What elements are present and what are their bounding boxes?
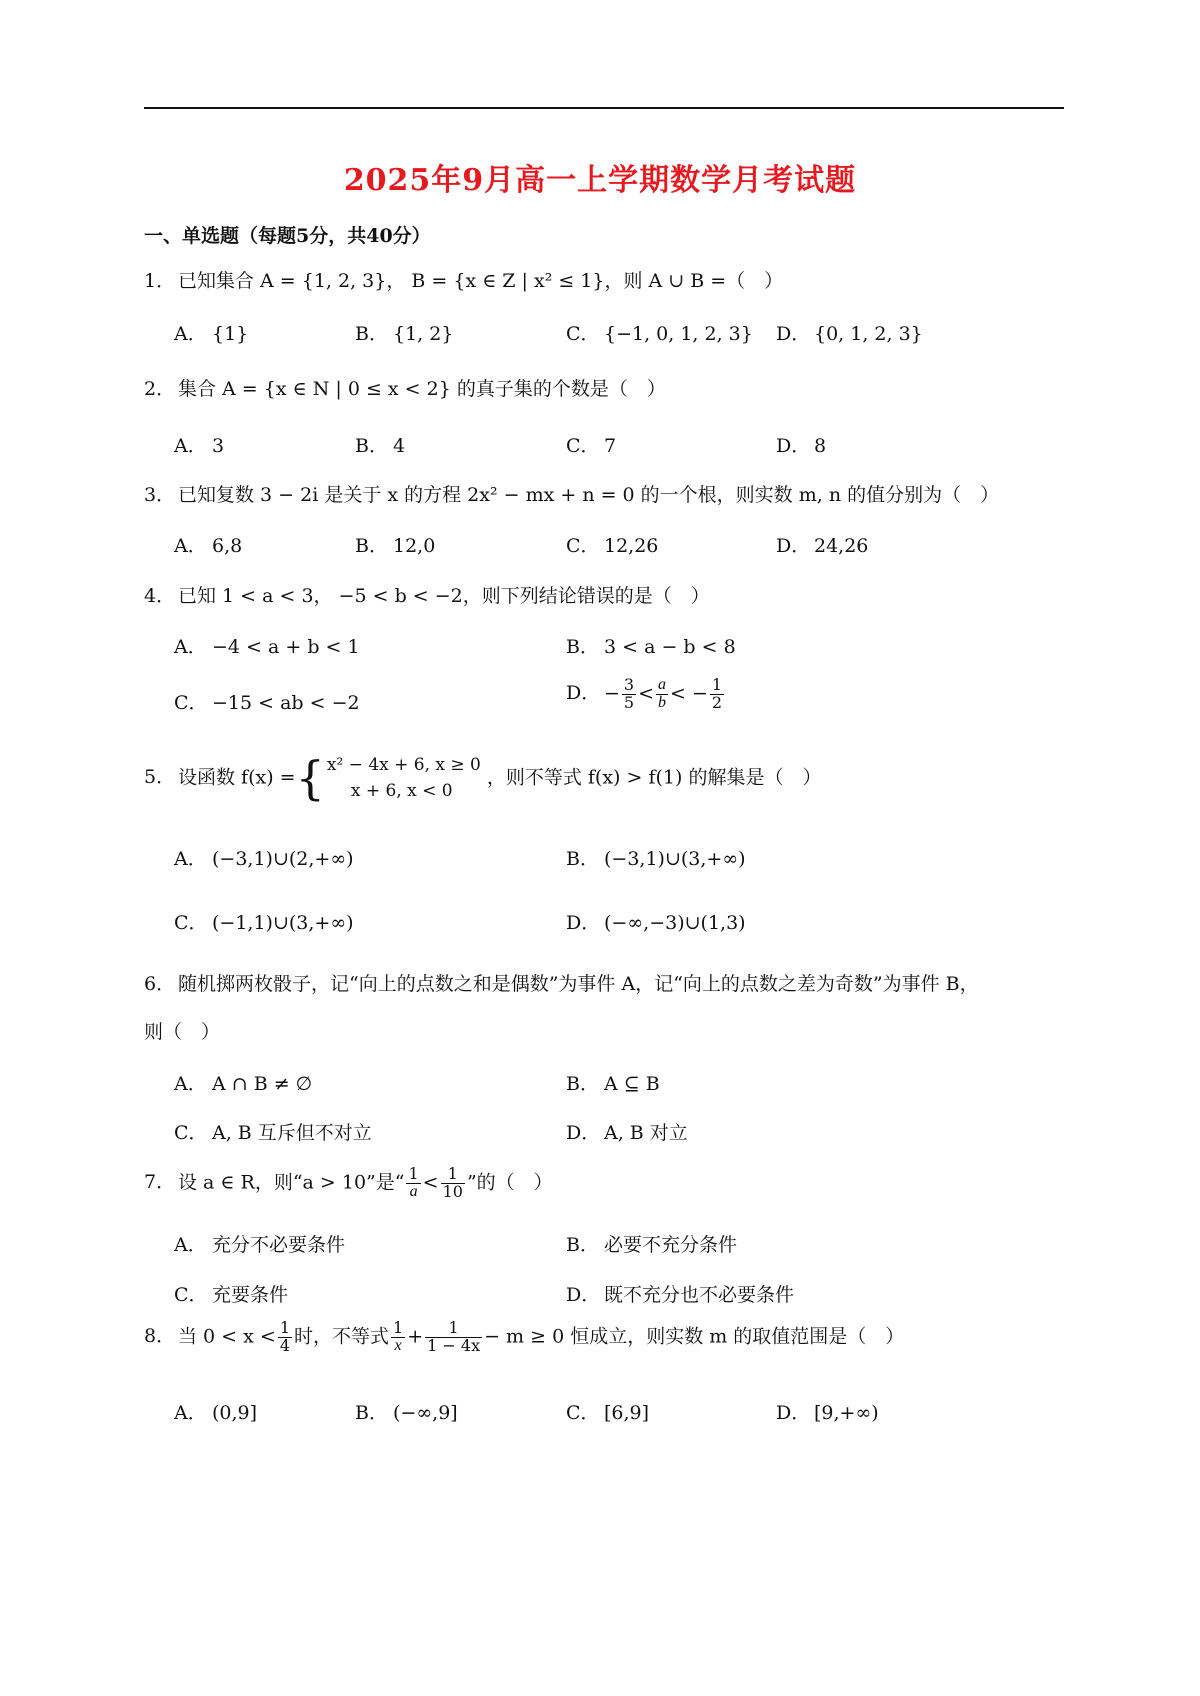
- option-b[interactable]: B． 4: [355, 435, 406, 457]
- option-d[interactable]: D． [9,+∞): [776, 1402, 879, 1424]
- question-8: 8． 当 0 < x < $\frac{1}{4}$ 时，不等式 $\frac{1}{x}$ + $\frac{1}{1 - 4x}$ − m ≥ 0 恒成立，则实数 m 的取值范围是（ ）: [144, 1318, 905, 1355]
- question-number: 3．: [144, 484, 176, 506]
- option-d[interactable]: D． 既不充分也不必要条件: [566, 1284, 795, 1306]
- question-4: [144, 585, 710, 608]
- question-stem: 已知 1 < a < 3， −5 < b < −2，则下列结论错误的是（ ）: [178, 585, 710, 607]
- fraction: $\frac{a}{b}$: [658, 676, 667, 711]
- header-rule: [144, 107, 1064, 109]
- left-brace-icon: {: [295, 751, 325, 806]
- option-b[interactable]: B． (−∞,9]: [355, 1402, 458, 1424]
- question-number: 4．: [144, 585, 176, 607]
- question-7: 7． 设 a ∈ R，则“a > 10”是“ $\frac{1}{a}$ < $\frac{1}{10}$ ”的（ ）: [144, 1164, 553, 1201]
- option-b[interactable]: B． {1, 2}: [355, 323, 454, 345]
- fraction: $\frac{3}{5}$: [623, 675, 635, 712]
- option-a[interactable]: A． A ∩ B ≠ ∅: [174, 1073, 313, 1095]
- fraction: $\frac{1}{2}$: [711, 675, 723, 712]
- fraction: $\frac{1}{10}$: [442, 1164, 463, 1201]
- option-c[interactable]: C． (−1,1)∪(3,+∞): [174, 912, 354, 934]
- option-a[interactable]: A． (0,9]: [174, 1402, 258, 1424]
- question-number: 5．: [144, 766, 176, 789]
- question-3: [144, 484, 999, 507]
- option-c[interactable]: C． [6,9]: [566, 1402, 650, 1424]
- question-1: [144, 270, 783, 293]
- option-d[interactable]: D． − $\frac{3}{5}$ < $\frac{a}{b}$ < − $\frac{1}{2}$: [566, 675, 723, 712]
- option-d[interactable]: D． A, B 对立: [566, 1122, 688, 1144]
- option-a[interactable]: A． 充分不必要条件: [174, 1234, 346, 1256]
- option-a[interactable]: A． {1}: [174, 323, 249, 345]
- option-d[interactable]: D． 8: [776, 435, 827, 457]
- option-b[interactable]: B． 必要不充分条件: [566, 1234, 738, 1256]
- option-b[interactable]: B． 3 < a − b < 8: [566, 636, 736, 658]
- option-c[interactable]: C． 12,26: [566, 535, 659, 557]
- question-number: 2．: [144, 378, 176, 400]
- question-6: [144, 973, 979, 996]
- option-a[interactable]: A． 3: [174, 435, 225, 457]
- fraction: $\frac{1}{x}$: [393, 1318, 404, 1354]
- option-b[interactable]: B． 12,0: [355, 535, 436, 557]
- option-c[interactable]: C． 7: [566, 435, 617, 457]
- option-d[interactable]: D． (−∞,−3)∪(1,3): [566, 912, 746, 934]
- question-number: 7．: [144, 1171, 176, 1194]
- exam-title: 2025年9月高一上学期数学月考试题: [343, 163, 857, 198]
- question-5: 5． 设函数 f(x) ={ x² − 4x + 6, x ≥ 0 x + 6, x < 0 ，则不等式 f(x) > f(1) 的解集是（ ）: [144, 751, 822, 806]
- fraction: $\frac{1}{1 - 4x}$: [427, 1318, 481, 1355]
- option-c[interactable]: C． A, B 互斥但不对立: [174, 1122, 372, 1144]
- option-a[interactable]: A． 6,8: [174, 535, 243, 557]
- option-b[interactable]: B． (−3,1)∪(3,+∞): [566, 848, 746, 870]
- fraction: $\frac{1}{a}$: [408, 1164, 419, 1200]
- option-c[interactable]: C． {−1, 0, 1, 2, 3}: [566, 323, 753, 345]
- question-number: 1．: [144, 270, 176, 292]
- option-a[interactable]: A． −4 < a + b < 1: [174, 636, 360, 658]
- fraction: $\frac{1}{4}$: [279, 1318, 290, 1355]
- question-stem: 随机掷两枚骰子，记“向上的点数之和是偶数”为事件 A，记“向上的点数之差为奇数”为事件 B，: [178, 973, 979, 995]
- option-c[interactable]: C． 充要条件: [174, 1284, 289, 1306]
- question-2: [144, 378, 666, 401]
- question-6-cont: 则（ ）: [144, 1021, 221, 1043]
- piecewise-cases: x² − 4x + 6, x ≥ 0 x + 6, x < 0: [326, 755, 481, 802]
- question-stem: 已知复数 3 − 2i 是关于 x 的方程 2x² − mx + n = 0 的一个根，则实数 m, n 的值分别为（ ）: [178, 484, 1000, 506]
- question-stem: 集合 A = {x ∈ N | 0 ≤ x < 2} 的真子集的个数是（ ）: [178, 378, 666, 400]
- question-stem: 已知集合 A = {1, 2, 3}， B = {x ∈ Z | x² ≤ 1}，则 A ∪ B =（ ）: [178, 270, 784, 292]
- option-d[interactable]: D． 24,26: [776, 535, 869, 557]
- option-c[interactable]: C． −15 < ab < −2: [174, 692, 360, 714]
- section-heading: 一、单选题（每题5分，共40分）: [144, 225, 431, 247]
- question-number: 6．: [144, 973, 176, 995]
- option-d[interactable]: D． {0, 1, 2, 3}: [776, 323, 923, 345]
- option-a[interactable]: A． (−3,1)∪(2,+∞): [174, 848, 354, 870]
- question-number: 8．: [144, 1325, 176, 1348]
- option-b[interactable]: B． A ⊆ B: [566, 1073, 660, 1095]
